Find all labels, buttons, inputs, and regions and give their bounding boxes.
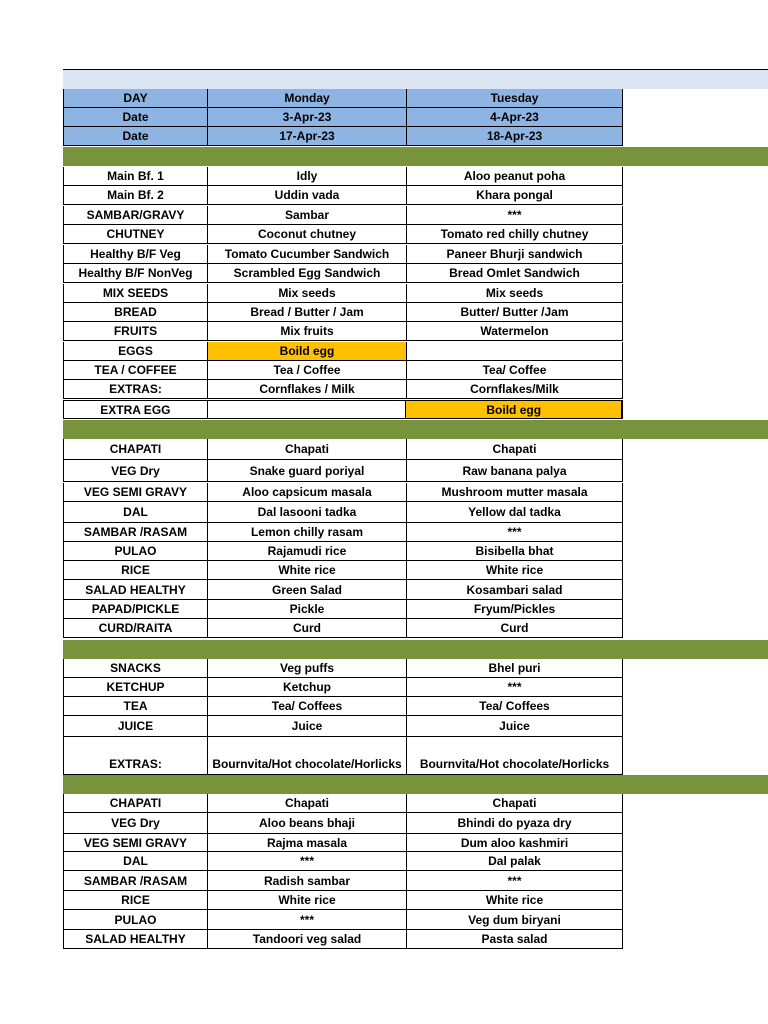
row-label: DAY xyxy=(63,89,207,107)
monday-cell: Chapati xyxy=(207,439,406,459)
tuesday-cell: Tea/ Coffees xyxy=(406,697,623,715)
breakfast-row xyxy=(63,245,623,264)
monday-cell: Juice xyxy=(207,716,406,736)
row-label: SAMBAR /RASAM xyxy=(63,523,207,541)
row-label: EGGS xyxy=(63,342,207,360)
dinner-row xyxy=(63,891,623,910)
row-label: CURD/RAITA xyxy=(63,619,207,637)
tuesday-cell: *** xyxy=(406,678,623,696)
tuesday-cell: 18-Apr-23 xyxy=(406,127,623,145)
row-label: TEA / COFFEE xyxy=(63,361,207,379)
monday-cell: White rice xyxy=(207,891,406,909)
monday-cell: Dal lasooni tadka xyxy=(207,502,406,522)
tuesday-cell: 4-Apr-23 xyxy=(406,108,623,126)
breakfast-row xyxy=(63,361,623,380)
lunch-row xyxy=(63,580,623,600)
row-label: VEG SEMI GRAVY xyxy=(63,483,207,501)
monday-cell: Tandoori veg salad xyxy=(207,930,406,948)
breakfast-row xyxy=(63,342,623,361)
dinner-row xyxy=(63,794,623,813)
tuesday-cell: Juice xyxy=(406,716,623,736)
row-label: TEA xyxy=(63,697,207,715)
tuesday-cell: Bhel puri xyxy=(406,659,623,677)
tuesday-cell: White rice xyxy=(406,561,623,579)
monday-cell: Pickle xyxy=(207,600,406,618)
snacks-row xyxy=(63,737,623,775)
monday-cell: Green Salad xyxy=(207,580,406,599)
tuesday-cell: Butter/ Butter /Jam xyxy=(406,303,623,321)
snacks-row xyxy=(63,716,623,737)
row-label: Main Bf. 1 xyxy=(63,167,207,185)
monday-cell: Chapati xyxy=(207,794,406,812)
row-label: SAMBAR /RASAM xyxy=(63,871,207,890)
monday-cell: Rajma masala xyxy=(207,834,406,851)
lunch-row xyxy=(63,619,623,638)
breakfast-row xyxy=(63,167,623,186)
header-row xyxy=(63,89,623,108)
lunch-row xyxy=(63,439,623,460)
tuesday-cell: White rice xyxy=(406,891,623,909)
monday-cell: Tomato Cucumber Sandwich xyxy=(207,245,406,263)
monday-cell: Coconut chutney xyxy=(207,225,406,243)
row-label: SALAD HEALTHY xyxy=(63,930,207,948)
monday-cell: 17-Apr-23 xyxy=(207,127,406,145)
monday-cell: Mix fruits xyxy=(207,322,406,340)
tuesday-cell: Dal palak xyxy=(406,852,623,870)
breakfast-section-band xyxy=(63,147,768,166)
tuesday-cell: Yellow dal tadka xyxy=(406,502,623,522)
tuesday-cell: *** xyxy=(406,523,623,541)
row-label: SAMBAR/GRAVY xyxy=(63,206,207,224)
tuesday-cell: Boild egg xyxy=(405,401,622,418)
breakfast-row xyxy=(63,322,623,341)
row-label: Date xyxy=(63,127,207,145)
lunch-row xyxy=(63,561,623,580)
lunch-row xyxy=(63,460,623,482)
monday-cell: Boild egg xyxy=(207,342,406,360)
tuesday-cell: Kosambari salad xyxy=(406,580,623,599)
row-label: VEG SEMI GRAVY xyxy=(63,834,207,851)
snacks-row xyxy=(63,678,623,697)
snacks-section-band xyxy=(63,640,768,659)
row-label: DAL xyxy=(63,852,207,870)
monday-cell: Radish sambar xyxy=(207,871,406,890)
monday-cell: Curd xyxy=(207,619,406,637)
row-label: RICE xyxy=(63,561,207,579)
lunch-section-band xyxy=(63,420,768,439)
tuesday-cell: Tuesday xyxy=(406,89,623,107)
monday-cell: 3-Apr-23 xyxy=(207,108,406,126)
row-label: VEG Dry xyxy=(63,813,207,833)
tuesday-cell: Pasta salad xyxy=(406,930,623,948)
tuesday-cell: Chapati xyxy=(406,794,623,812)
breakfast-row xyxy=(63,186,623,205)
tuesday-cell: Fryum/Pickles xyxy=(406,600,623,618)
lunch-row xyxy=(63,523,623,542)
monday-cell: Bournvita/Hot chocolate/Horlicks xyxy=(207,737,406,774)
tuesday-cell xyxy=(406,342,623,360)
breakfast-row xyxy=(63,206,623,225)
monday-cell: White rice xyxy=(207,561,406,579)
row-label: Healthy B/F Veg xyxy=(63,245,207,263)
tuesday-cell: Mushroom mutter masala xyxy=(406,483,623,501)
row-label: CHUTNEY xyxy=(63,225,207,243)
row-label: EXTRAS: xyxy=(63,737,207,774)
monday-cell xyxy=(207,401,406,418)
row-label: VEG Dry xyxy=(63,460,207,481)
monday-cell: Sambar xyxy=(207,206,406,224)
row-label: RICE xyxy=(63,891,207,909)
snacks-row xyxy=(63,697,623,716)
monday-cell: Scrambled Egg Sandwich xyxy=(207,264,406,282)
row-label: Healthy B/F NonVeg xyxy=(63,264,207,282)
lunch-row xyxy=(63,600,623,619)
row-label: EXTRAS: xyxy=(63,380,207,398)
breakfast-row xyxy=(63,400,623,419)
monday-cell: Aloo capsicum masala xyxy=(207,483,406,501)
header-row xyxy=(63,108,623,127)
monday-cell: Lemon chilly rasam xyxy=(207,523,406,541)
row-label: Main Bf. 2 xyxy=(63,186,207,204)
tuesday-cell: Watermelon xyxy=(406,322,623,340)
monday-cell: *** xyxy=(207,910,406,929)
dinner-row xyxy=(63,871,623,891)
monday-cell: Tea / Coffee xyxy=(207,361,406,379)
row-label: CHAPATI xyxy=(63,794,207,812)
monday-cell: Snake guard poriyal xyxy=(207,460,406,481)
tuesday-cell: Bisibella bhat xyxy=(406,542,623,560)
tuesday-cell: Khara pongal xyxy=(406,186,623,204)
row-label: PULAO xyxy=(63,542,207,560)
tuesday-cell: Bournvita/Hot chocolate/Horlicks xyxy=(406,737,623,774)
tuesday-cell: Cornflakes/Milk xyxy=(406,380,623,398)
tuesday-cell: Bread Omlet Sandwich xyxy=(406,264,623,282)
row-label: JUICE xyxy=(63,716,207,736)
tuesday-cell: *** xyxy=(406,206,623,224)
breakfast-row xyxy=(63,264,623,283)
tuesday-cell: Tomato red chilly chutney xyxy=(406,225,623,243)
lunch-row xyxy=(63,502,623,523)
row-label: BREAD xyxy=(63,303,207,321)
tuesday-cell: Chapati xyxy=(406,439,623,459)
tuesday-cell: Mix seeds xyxy=(406,284,623,302)
breakfast-row xyxy=(63,225,623,244)
tuesday-cell: Bhindi do pyaza dry xyxy=(406,813,623,833)
header-row xyxy=(63,127,623,146)
breakfast-row xyxy=(63,284,623,303)
tuesday-cell: Aloo peanut poha xyxy=(406,167,623,185)
lunch-row xyxy=(63,483,623,502)
tuesday-cell: *** xyxy=(406,871,623,890)
monday-cell: Veg puffs xyxy=(207,659,406,677)
row-label: SALAD HEALTHY xyxy=(63,580,207,599)
monday-cell: Monday xyxy=(207,89,406,107)
tuesday-cell: Paneer Bhurji sandwich xyxy=(406,245,623,263)
dinner-section-band xyxy=(63,775,768,794)
monday-cell: Ketchup xyxy=(207,678,406,696)
row-label: MIX SEEDS xyxy=(63,284,207,302)
tuesday-cell: Veg dum biryani xyxy=(406,910,623,929)
dinner-row xyxy=(63,813,623,834)
monday-cell: Cornflakes / Milk xyxy=(207,380,406,398)
dinner-row xyxy=(63,930,623,949)
row-label: CHAPATI xyxy=(63,439,207,459)
tuesday-cell: Raw banana palya xyxy=(406,460,623,481)
row-label: DAL xyxy=(63,502,207,522)
dinner-row xyxy=(63,834,623,852)
monday-cell: Tea/ Coffees xyxy=(207,697,406,715)
breakfast-row xyxy=(63,380,623,399)
breakfast-row xyxy=(63,303,623,322)
tuesday-cell: Dum aloo kashmiri xyxy=(406,834,623,851)
monday-cell: Bread / Butter / Jam xyxy=(207,303,406,321)
tuesday-cell: Curd xyxy=(406,619,623,637)
row-label: KETCHUP xyxy=(63,678,207,696)
tuesday-cell: Tea/ Coffee xyxy=(406,361,623,379)
row-label: Date xyxy=(63,108,207,126)
monday-cell: Mix seeds xyxy=(207,284,406,302)
row-label: SNACKS xyxy=(63,659,207,677)
row-label: PAPAD/PICKLE xyxy=(63,600,207,618)
row-label: PULAO xyxy=(63,910,207,929)
top-strip xyxy=(63,69,768,89)
dinner-row xyxy=(63,852,623,871)
monday-cell: Uddin vada xyxy=(207,186,406,204)
snacks-row xyxy=(63,659,623,678)
monday-cell: Idly xyxy=(207,167,406,185)
monday-cell: *** xyxy=(207,852,406,870)
row-label: EXTRA EGG xyxy=(63,401,207,418)
lunch-row xyxy=(63,542,623,561)
monday-cell: Aloo beans bhaji xyxy=(207,813,406,833)
row-label: FRUITS xyxy=(63,322,207,340)
monday-cell: Rajamudi rice xyxy=(207,542,406,560)
dinner-row xyxy=(63,910,623,930)
